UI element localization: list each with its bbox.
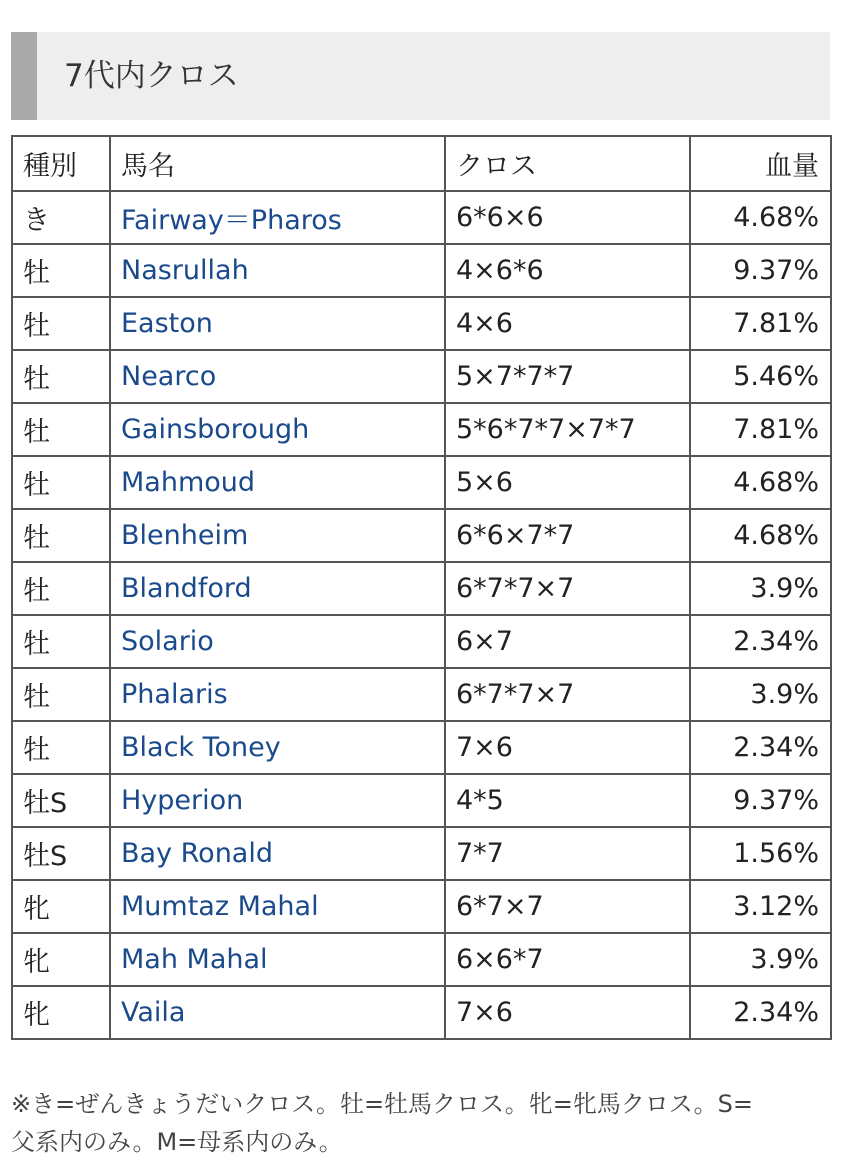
table-row [12, 509, 831, 562]
horse-link[interactable]: Vaila [121, 997, 186, 1028]
cell-cross: 4×6 [445, 297, 690, 350]
footnote-line-2: 父系内のみ。M=母系内のみ。 [11, 1128, 343, 1156]
cell-type: 牡S [12, 774, 110, 827]
horse-link[interactable]: Blandford [121, 573, 252, 604]
horse-link[interactable]: Bay Ronald [121, 838, 273, 869]
cell-pct: 3.9% [690, 562, 831, 615]
header-type: 種別 [12, 136, 110, 191]
cell-type: 牡 [12, 509, 110, 562]
cell-cross: 5*6*7*7×7*7 [445, 403, 690, 456]
cell-cross: 4×6*6 [445, 244, 690, 297]
horse-link[interactable]: Blenheim [121, 520, 249, 551]
cell-horse [110, 880, 445, 933]
section-header [11, 32, 830, 120]
cell-horse [110, 403, 445, 456]
cell-pct: 3.9% [690, 933, 831, 986]
horse-link[interactable]: Mah Mahal [121, 944, 268, 975]
table-row [12, 562, 831, 615]
horse-link[interactable]: Mumtaz Mahal [121, 891, 319, 922]
table-row [12, 191, 831, 244]
cell-pct: 4.68% [690, 509, 831, 562]
cell-pct: 9.37% [690, 774, 831, 827]
footnote [11, 1085, 830, 1161]
cell-cross: 5×6 [445, 456, 690, 509]
header-pct: 血量 [690, 136, 831, 191]
cell-type: 牡 [12, 721, 110, 774]
table-row [12, 880, 831, 933]
cell-horse [110, 933, 445, 986]
horse-link[interactable]: Hyperion [121, 785, 244, 816]
horse-link[interactable]: Easton [121, 308, 213, 339]
cell-type: 牡 [12, 297, 110, 350]
cell-horse [110, 774, 445, 827]
cell-pct: 2.34% [690, 721, 831, 774]
cell-pct: 2.34% [690, 615, 831, 668]
cell-pct: 4.68% [690, 456, 831, 509]
table-header-row [12, 136, 831, 191]
cell-pct: 2.34% [690, 986, 831, 1039]
cell-pct: 4.68% [690, 191, 831, 244]
table-row [12, 244, 831, 297]
cell-type: 牡 [12, 562, 110, 615]
cell-horse [110, 191, 445, 244]
cell-horse [110, 562, 445, 615]
cell-cross: 7×6 [445, 721, 690, 774]
cell-type: 牡 [12, 456, 110, 509]
cell-cross: 6*6×6 [445, 191, 690, 244]
cell-horse [110, 827, 445, 880]
cross-table [11, 135, 832, 1040]
table-row [12, 403, 831, 456]
cell-pct: 3.12% [690, 880, 831, 933]
cell-cross: 4*5 [445, 774, 690, 827]
table-row [12, 297, 831, 350]
cell-pct: 5.46% [690, 350, 831, 403]
cell-cross: 6*6×7*7 [445, 509, 690, 562]
horse-link[interactable]: Nasrullah [121, 255, 249, 286]
cell-pct: 9.37% [690, 244, 831, 297]
horse-link[interactable]: Solario [121, 626, 214, 657]
cell-cross: 5×7*7*7 [445, 350, 690, 403]
horse-link[interactable]: Nearco [121, 361, 217, 392]
cell-type: 牡S [12, 827, 110, 880]
table-body [12, 191, 831, 1039]
cell-type: 牡 [12, 350, 110, 403]
cell-horse [110, 721, 445, 774]
cell-horse [110, 456, 445, 509]
cell-pct: 7.81% [690, 297, 831, 350]
cell-pct: 1.56% [690, 827, 831, 880]
table-row [12, 615, 831, 668]
header-cross: クロス [445, 136, 690, 191]
cell-type: 牡 [12, 244, 110, 297]
horse-link[interactable]: Gainsborough [121, 414, 310, 445]
cell-pct: 3.9% [690, 668, 831, 721]
cell-type: 牡 [12, 615, 110, 668]
horse-link[interactable]: Mahmoud [121, 467, 256, 498]
cell-type: き [12, 191, 110, 244]
cell-horse [110, 297, 445, 350]
cell-horse [110, 350, 445, 403]
cell-cross: 6×7 [445, 615, 690, 668]
horse-link[interactable]: Phalaris [121, 679, 228, 710]
cell-horse [110, 509, 445, 562]
cell-cross: 6*7*7×7 [445, 562, 690, 615]
table-row [12, 350, 831, 403]
cell-type: 牝 [12, 986, 110, 1039]
cell-type: 牝 [12, 880, 110, 933]
table-row [12, 827, 831, 880]
cell-horse [110, 615, 445, 668]
table-row [12, 774, 831, 827]
table-row [12, 456, 831, 509]
horse-link[interactable]: Fairway＝Pharos [121, 205, 342, 236]
cell-type: 牡 [12, 668, 110, 721]
table-row [12, 668, 831, 721]
cell-horse [110, 244, 445, 297]
table-row [12, 986, 831, 1039]
section-title: 7代内クロス [64, 58, 239, 94]
footnote-line-1: ※き=ぜんきょうだいクロス。牡=牡馬クロス。牝=牝馬クロス。S= [11, 1090, 753, 1118]
cell-cross: 6*7*7×7 [445, 668, 690, 721]
cell-pct: 7.81% [690, 403, 831, 456]
cell-type: 牝 [12, 933, 110, 986]
cell-type: 牡 [12, 403, 110, 456]
header-horse: 馬名 [110, 136, 445, 191]
cell-cross: 7*7 [445, 827, 690, 880]
horse-link[interactable]: Black Toney [121, 732, 281, 763]
cell-cross: 6*7×7 [445, 880, 690, 933]
cell-cross: 6×6*7 [445, 933, 690, 986]
cell-horse [110, 668, 445, 721]
cell-horse [110, 986, 445, 1039]
table-row [12, 933, 831, 986]
table-row [12, 721, 831, 774]
cell-cross: 7×6 [445, 986, 690, 1039]
